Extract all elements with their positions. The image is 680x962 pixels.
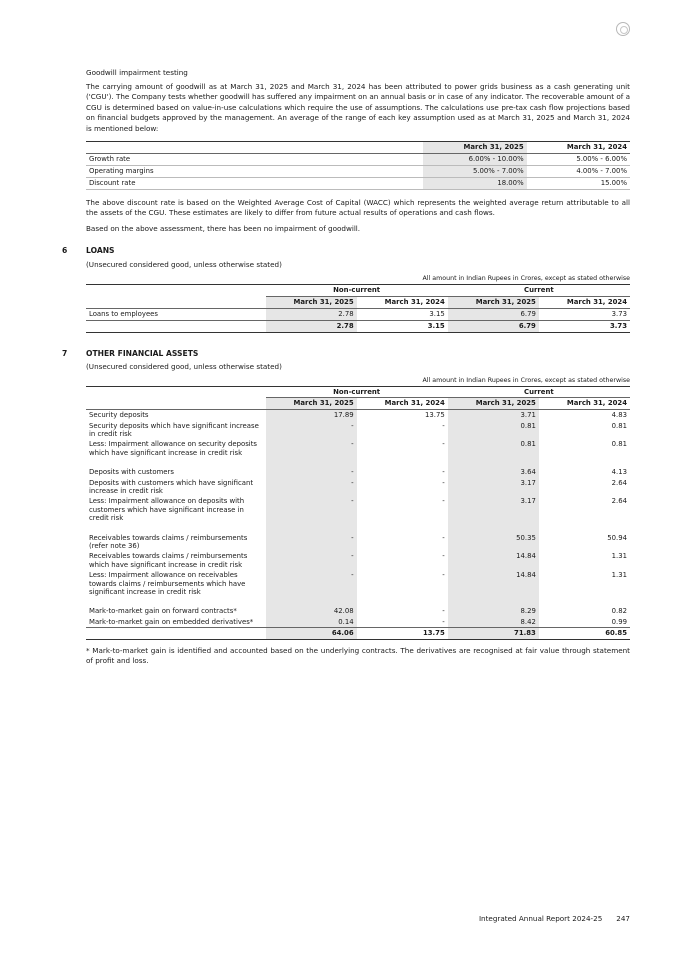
loans-number: 6 bbox=[62, 246, 68, 256]
ofa-table-body bbox=[86, 410, 630, 628]
goodwill-paragraph-1: The carrying amount of goodwill as at March 31, 2025 and March 31, 2024 has been attributed to power grids business as a cash generating unit ('CGU'). The Company tests whether goodwill has suffered any impairment on an annual basis or in case of any indicator. The recoverable amount of a CGU is determined based on value-in-use calculations which require the use of assumptions. The calculations use pre-tax cash flow projections based on financial budgets approved by the management. An average of the range of each key assumption used as at March 31, 2025 and March 31, 2024 is mentioned below: bbox=[86, 81, 630, 133]
company-logo-icon bbox=[616, 22, 630, 36]
ofa-group-current: Current bbox=[448, 386, 630, 397]
page-number: 247 bbox=[616, 914, 630, 923]
table-row: Security deposits which have significant increase in credit risk - - 0.81 0.81 bbox=[89, 421, 627, 438]
table-row: Loans to employees 2.78 3.15 6.79 3.73 bbox=[86, 308, 630, 320]
loans-group-current: Current bbox=[448, 284, 630, 296]
loans-section bbox=[62, 246, 630, 332]
goodwill-header-2025: March 31, 2025 bbox=[423, 141, 526, 153]
ofa-group-noncurrent: Non-current bbox=[266, 386, 448, 397]
loans-total-row: 2.78 3.15 6.79 3.73 bbox=[86, 320, 630, 332]
table-row: Mark-to-market gain on forward contracts* 42.08 - 8.29 0.82 bbox=[89, 607, 627, 616]
page-content bbox=[62, 68, 630, 667]
ofa-subtitle: (Unsecured considered good, unless otherwise stated) bbox=[86, 362, 282, 372]
table-row: Discount rate 18.00% 15.00% bbox=[86, 177, 630, 189]
loans-group-noncurrent: Non-current bbox=[266, 284, 448, 296]
page-footer bbox=[479, 914, 630, 923]
table-row: Less: Impairment allowance on security deposits which have significant increase in credit risk - - 0.81 0.81 bbox=[89, 440, 627, 457]
loans-subtitle: (Unsecured considered good, unless otherwise stated) bbox=[86, 259, 282, 269]
other-financial-assets-section bbox=[62, 348, 630, 667]
table-row: Operating margins 5.00% - 7.00% 4.00% - 7.00% bbox=[86, 165, 630, 177]
spacer-row bbox=[86, 597, 630, 606]
ofa-table: Non-current Current March 31, 2025 March 31, 2024 March 31, 2025 March 31, 2024 Security deposits 17.89 13.75 3.71 4.83 Security deposits which have significant increase in credit risk - - 0.81 0.81 Less: Impairment allowance on security deposits which have significant increase in credit risk - - 0.81 0.81 Deposits with customers - - 3.64 4.13 Deposits with customers which have significant increase in credit risk - - 3.17 2.64 Less: Impairment allowance on deposits with customers which have significant increase in credit risk - - 3.17 2.64 Receivables towards claims / reimbursements (refer note 36) - - 50.35 50.94 Receivables towards claims / reimbursements which have significant increase in credit risk - - 14.84 1.31 Less: Impairment allowance on receivables towards claims / reimbursements which have significant increase in credit risk - - 14.84 1.31 Mark-to-market gain on forward contracts* 42.08 - 8.29 0.82 Mark-to-market gain on embedded derivatives* 0.14 - 8.42 0.99 64.06 13.75 71.83 60.85 bbox=[86, 386, 630, 640]
table-row: Deposits with customers - - 3.64 4.13 bbox=[89, 468, 627, 477]
table-row: Less: Impairment allowance on receivables towards claims / reimbursements which have significant increase in credit risk - - 14.84 1.31 bbox=[89, 571, 627, 597]
table-row: Less: Impairment allowance on deposits with customers which have significant increase in credit risk - - 3.17 2.64 bbox=[89, 497, 627, 523]
ofa-number: 7 bbox=[62, 348, 68, 358]
table-row: Deposits with customers which have significant increase in credit risk - - 3.17 2.64 bbox=[89, 478, 627, 495]
table-row: Growth rate 6.00% - 10.00% 5.00% - 6.00% bbox=[86, 153, 630, 165]
loans-table: Non-current Current March 31, 2025 March 31, 2024 March 31, 2025 March 31, 2024 Loans to employees 2.78 3.15 6.79 3.73 2.78 3.15 6.79 3.73 bbox=[86, 284, 630, 333]
loans-title: LOANS bbox=[86, 246, 115, 256]
goodwill-heading: Goodwill impairment testing bbox=[86, 68, 188, 77]
ofa-footnote: * Mark-to-market gain is identified and accounted based on the underlying contracts. The derivatives are recognised at fair value through statement of profit and loss. bbox=[86, 645, 630, 666]
goodwill-assumptions-table bbox=[86, 141, 630, 190]
table-row: Receivables towards claims / reimbursements which have significant increase in credit risk - - 14.84 1.31 bbox=[89, 552, 627, 569]
table-row: Security deposits 17.89 13.75 3.71 4.83 bbox=[89, 411, 627, 420]
ofa-unit-note: All amount in Indian Rupees in Crores, except as stated otherwise bbox=[422, 376, 630, 384]
ofa-title: OTHER FINANCIAL ASSETS bbox=[86, 348, 199, 358]
goodwill-header-2024: March 31, 2024 bbox=[566, 142, 627, 151]
goodwill-paragraph-2: The above discount rate is based on the Weighted Average Cost of Capital (WACC) which represents the weighted average return attributable to all the assets of the CGU. These estimates are likely to differ from future actual results of operations and cash flows. bbox=[86, 197, 630, 218]
loans-unit-note: All amount in Indian Rupees in Crores, except as stated otherwise bbox=[422, 274, 630, 282]
report-name: Integrated Annual Report 2024-25 bbox=[478, 914, 603, 923]
spacer-row bbox=[86, 524, 630, 533]
table-row: Receivables towards claims / reimbursements (refer note 36) - - 50.35 50.94 bbox=[89, 533, 627, 550]
goodwill-paragraph-3: Based on the above assessment, there has been no impairment of goodwill. bbox=[86, 223, 361, 233]
spacer-row bbox=[86, 458, 630, 467]
table-row: Mark-to-market gain on embedded derivatives* 0.14 - 8.42 0.99 bbox=[89, 617, 627, 626]
ofa-total-row: 64.06 13.75 71.83 60.85 bbox=[86, 628, 630, 639]
